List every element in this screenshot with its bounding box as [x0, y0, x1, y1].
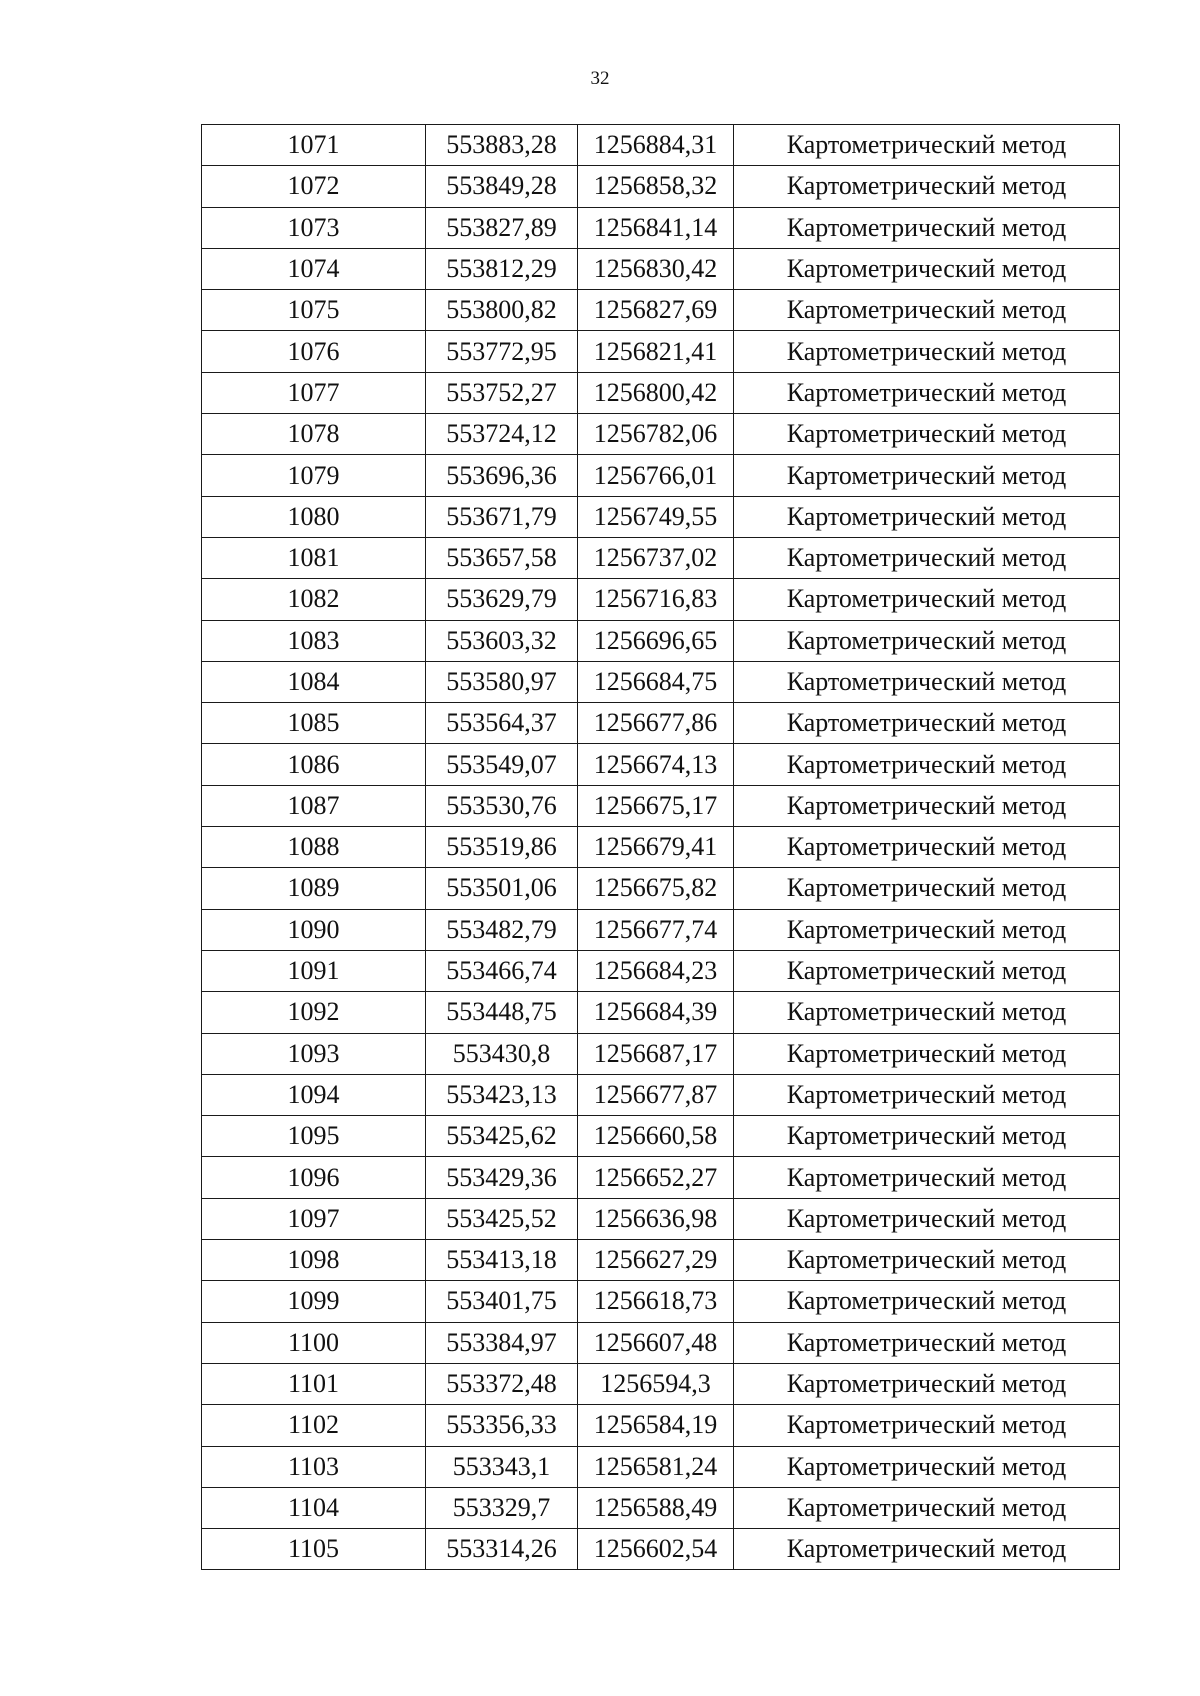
x-coordinate-cell: 553671,79 [426, 496, 578, 537]
method-cell: Картометрический метод [734, 579, 1120, 620]
x-coordinate-cell: 553501,06 [426, 868, 578, 909]
table-row [202, 1446, 1120, 1487]
y-coordinate-cell: 1256737,02 [578, 537, 734, 578]
point-number-cell: 1101 [202, 1363, 426, 1404]
y-coordinate-cell: 1256675,17 [578, 785, 734, 826]
table-row [202, 1405, 1120, 1446]
y-coordinate-cell: 1256584,19 [578, 1405, 734, 1446]
y-coordinate-cell: 1256782,06 [578, 414, 734, 455]
point-number-cell: 1093 [202, 1033, 426, 1074]
point-number-cell: 1102 [202, 1405, 426, 1446]
point-number-cell: 1087 [202, 785, 426, 826]
point-number-cell: 1091 [202, 950, 426, 991]
point-number-cell: 1081 [202, 537, 426, 578]
table-row [202, 744, 1120, 785]
x-coordinate-cell: 553827,89 [426, 207, 578, 248]
y-coordinate-cell: 1256800,42 [578, 372, 734, 413]
y-coordinate-cell: 1256588,49 [578, 1487, 734, 1528]
point-number-cell: 1094 [202, 1074, 426, 1115]
table-row [202, 1157, 1120, 1198]
y-coordinate-cell: 1256581,24 [578, 1446, 734, 1487]
x-coordinate-cell: 553696,36 [426, 455, 578, 496]
method-cell: Картометрический метод [734, 1033, 1120, 1074]
point-number-cell: 1086 [202, 744, 426, 785]
point-number-cell: 1095 [202, 1116, 426, 1157]
point-number-cell: 1090 [202, 909, 426, 950]
x-coordinate-cell: 553401,75 [426, 1281, 578, 1322]
method-cell: Картометрический метод [734, 496, 1120, 537]
y-coordinate-cell: 1256594,3 [578, 1363, 734, 1404]
x-coordinate-cell: 553429,36 [426, 1157, 578, 1198]
point-number-cell: 1104 [202, 1487, 426, 1528]
method-cell: Картометрический метод [734, 950, 1120, 991]
method-cell: Картометрический метод [734, 1198, 1120, 1239]
table-row [202, 1198, 1120, 1239]
y-coordinate-cell: 1256602,54 [578, 1529, 734, 1570]
method-cell: Картометрический метод [734, 290, 1120, 331]
table-row [202, 909, 1120, 950]
method-cell: Картометрический метод [734, 744, 1120, 785]
y-coordinate-cell: 1256827,69 [578, 290, 734, 331]
table-row [202, 248, 1120, 289]
method-cell: Картометрический метод [734, 1529, 1120, 1570]
table-row [202, 1116, 1120, 1157]
y-coordinate-cell: 1256696,65 [578, 620, 734, 661]
y-coordinate-cell: 1256684,75 [578, 661, 734, 702]
y-coordinate-cell: 1256675,82 [578, 868, 734, 909]
point-number-cell: 1082 [202, 579, 426, 620]
x-coordinate-cell: 553724,12 [426, 414, 578, 455]
x-coordinate-cell: 553466,74 [426, 950, 578, 991]
y-coordinate-cell: 1256821,41 [578, 331, 734, 372]
point-number-cell: 1088 [202, 827, 426, 868]
x-coordinate-cell: 553564,37 [426, 703, 578, 744]
method-cell: Картометрический метод [734, 620, 1120, 661]
point-number-cell: 1076 [202, 331, 426, 372]
table-row [202, 496, 1120, 537]
x-coordinate-cell: 553772,95 [426, 331, 578, 372]
coordinates-table [201, 124, 1120, 1570]
method-cell: Картометрический метод [734, 1240, 1120, 1281]
method-cell: Картометрический метод [734, 331, 1120, 372]
method-cell: Картометрический метод [734, 827, 1120, 868]
y-coordinate-cell: 1256749,55 [578, 496, 734, 537]
x-coordinate-cell: 553603,32 [426, 620, 578, 661]
point-number-cell: 1100 [202, 1322, 426, 1363]
point-number-cell: 1080 [202, 496, 426, 537]
method-cell: Картометрический метод [734, 703, 1120, 744]
coordinates-table-body [202, 125, 1120, 1570]
method-cell: Картометрический метод [734, 1487, 1120, 1528]
point-number-cell: 1079 [202, 455, 426, 496]
table-row [202, 785, 1120, 826]
x-coordinate-cell: 553530,76 [426, 785, 578, 826]
y-coordinate-cell: 1256677,74 [578, 909, 734, 950]
point-number-cell: 1083 [202, 620, 426, 661]
point-number-cell: 1096 [202, 1157, 426, 1198]
method-cell: Картометрический метод [734, 207, 1120, 248]
table-row [202, 166, 1120, 207]
method-cell: Картометрический метод [734, 1157, 1120, 1198]
y-coordinate-cell: 1256884,31 [578, 125, 734, 166]
y-coordinate-cell: 1256618,73 [578, 1281, 734, 1322]
x-coordinate-cell: 553430,8 [426, 1033, 578, 1074]
point-number-cell: 1097 [202, 1198, 426, 1239]
x-coordinate-cell: 553356,33 [426, 1405, 578, 1446]
table-row [202, 703, 1120, 744]
point-number-cell: 1073 [202, 207, 426, 248]
method-cell: Картометрический метод [734, 166, 1120, 207]
x-coordinate-cell: 553752,27 [426, 372, 578, 413]
y-coordinate-cell: 1256652,27 [578, 1157, 734, 1198]
x-coordinate-cell: 553482,79 [426, 909, 578, 950]
table-row [202, 455, 1120, 496]
table-row [202, 372, 1120, 413]
method-cell: Картометрический метод [734, 1363, 1120, 1404]
method-cell: Картометрический метод [734, 414, 1120, 455]
method-cell: Картометрический метод [734, 909, 1120, 950]
method-cell: Картометрический метод [734, 537, 1120, 578]
method-cell: Картометрический метод [734, 1322, 1120, 1363]
table-row [202, 1322, 1120, 1363]
y-coordinate-cell: 1256677,86 [578, 703, 734, 744]
table-row [202, 1529, 1120, 1570]
point-number-cell: 1074 [202, 248, 426, 289]
x-coordinate-cell: 553384,97 [426, 1322, 578, 1363]
method-cell: Картометрический метод [734, 1116, 1120, 1157]
table-row [202, 1487, 1120, 1528]
x-coordinate-cell: 553657,58 [426, 537, 578, 578]
method-cell: Картометрический метод [734, 1281, 1120, 1322]
x-coordinate-cell: 553549,07 [426, 744, 578, 785]
x-coordinate-cell: 553580,97 [426, 661, 578, 702]
y-coordinate-cell: 1256627,29 [578, 1240, 734, 1281]
table-row [202, 579, 1120, 620]
point-number-cell: 1071 [202, 125, 426, 166]
table-row [202, 1363, 1120, 1404]
x-coordinate-cell: 553519,86 [426, 827, 578, 868]
x-coordinate-cell: 553448,75 [426, 992, 578, 1033]
point-number-cell: 1099 [202, 1281, 426, 1322]
point-number-cell: 1077 [202, 372, 426, 413]
point-number-cell: 1103 [202, 1446, 426, 1487]
table-row [202, 661, 1120, 702]
y-coordinate-cell: 1256858,32 [578, 166, 734, 207]
table-row [202, 992, 1120, 1033]
method-cell: Картометрический метод [734, 785, 1120, 826]
method-cell: Картометрический метод [734, 455, 1120, 496]
x-coordinate-cell: 553800,82 [426, 290, 578, 331]
x-coordinate-cell: 553372,48 [426, 1363, 578, 1404]
x-coordinate-cell: 553329,7 [426, 1487, 578, 1528]
table-row [202, 537, 1120, 578]
point-number-cell: 1092 [202, 992, 426, 1033]
method-cell: Картометрический метод [734, 125, 1120, 166]
y-coordinate-cell: 1256684,23 [578, 950, 734, 991]
x-coordinate-cell: 553812,29 [426, 248, 578, 289]
point-number-cell: 1084 [202, 661, 426, 702]
point-number-cell: 1075 [202, 290, 426, 331]
method-cell: Картометрический метод [734, 1405, 1120, 1446]
point-number-cell: 1078 [202, 414, 426, 455]
x-coordinate-cell: 553413,18 [426, 1240, 578, 1281]
table-row [202, 868, 1120, 909]
x-coordinate-cell: 553849,28 [426, 166, 578, 207]
y-coordinate-cell: 1256830,42 [578, 248, 734, 289]
method-cell: Картометрический метод [734, 248, 1120, 289]
x-coordinate-cell: 553314,26 [426, 1529, 578, 1570]
point-number-cell: 1098 [202, 1240, 426, 1281]
y-coordinate-cell: 1256679,41 [578, 827, 734, 868]
method-cell: Картометрический метод [734, 868, 1120, 909]
y-coordinate-cell: 1256636,98 [578, 1198, 734, 1239]
point-number-cell: 1072 [202, 166, 426, 207]
table-row [202, 1240, 1120, 1281]
point-number-cell: 1085 [202, 703, 426, 744]
y-coordinate-cell: 1256674,13 [578, 744, 734, 785]
x-coordinate-cell: 553425,62 [426, 1116, 578, 1157]
y-coordinate-cell: 1256677,87 [578, 1074, 734, 1115]
table-row [202, 331, 1120, 372]
method-cell: Картометрический метод [734, 992, 1120, 1033]
point-number-cell: 1105 [202, 1529, 426, 1570]
x-coordinate-cell: 553629,79 [426, 579, 578, 620]
table-row [202, 827, 1120, 868]
x-coordinate-cell: 553423,13 [426, 1074, 578, 1115]
table-row [202, 207, 1120, 248]
method-cell: Картометрический метод [734, 1446, 1120, 1487]
y-coordinate-cell: 1256766,01 [578, 455, 734, 496]
x-coordinate-cell: 553883,28 [426, 125, 578, 166]
y-coordinate-cell: 1256660,58 [578, 1116, 734, 1157]
point-number-cell: 1089 [202, 868, 426, 909]
method-cell: Картометрический метод [734, 661, 1120, 702]
table-row [202, 1033, 1120, 1074]
y-coordinate-cell: 1256716,83 [578, 579, 734, 620]
x-coordinate-cell: 553425,52 [426, 1198, 578, 1239]
table-row [202, 950, 1120, 991]
table-row [202, 125, 1120, 166]
y-coordinate-cell: 1256841,14 [578, 207, 734, 248]
y-coordinate-cell: 1256687,17 [578, 1033, 734, 1074]
y-coordinate-cell: 1256607,48 [578, 1322, 734, 1363]
method-cell: Картометрический метод [734, 372, 1120, 413]
table-row [202, 414, 1120, 455]
y-coordinate-cell: 1256684,39 [578, 992, 734, 1033]
x-coordinate-cell: 553343,1 [426, 1446, 578, 1487]
table-row [202, 1281, 1120, 1322]
table-row [202, 620, 1120, 661]
table-row [202, 1074, 1120, 1115]
method-cell: Картометрический метод [734, 1074, 1120, 1115]
page-number: 32 [590, 68, 610, 89]
table-row [202, 290, 1120, 331]
